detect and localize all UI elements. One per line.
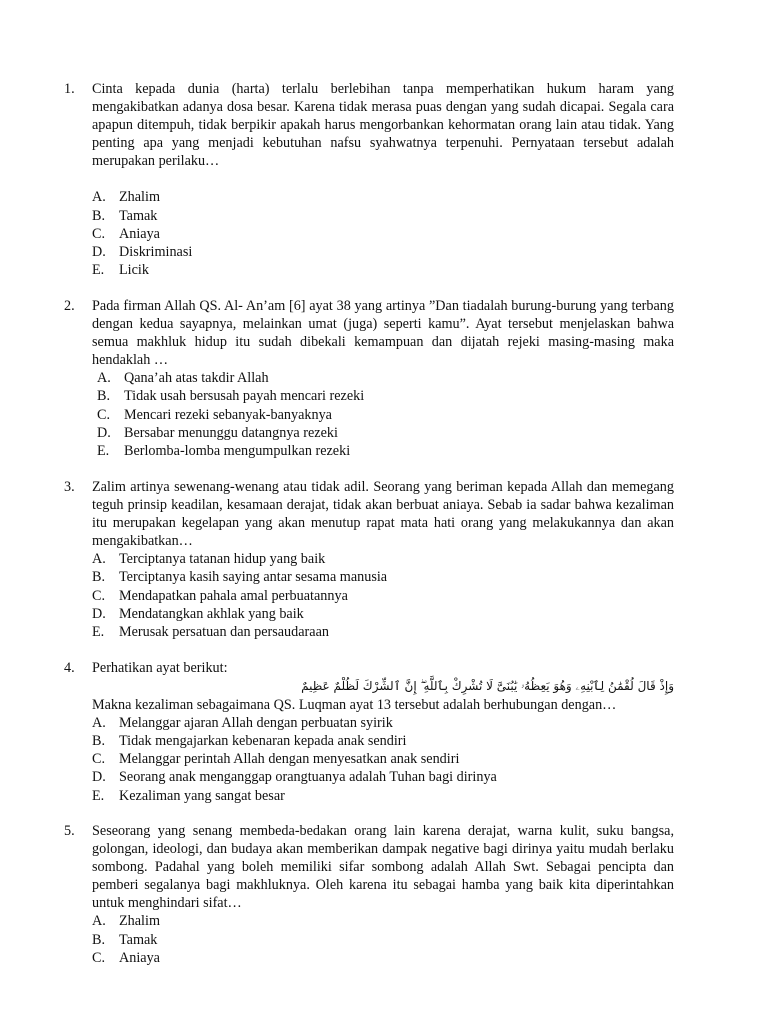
option-a bbox=[92, 550, 674, 568]
option-letter: D. bbox=[97, 424, 111, 441]
question-stem: Zalim artinya sewenang-wenang atau tidak adil. Seorang yang beriman kepada Allah dan memegang teguh prinsip keadilan, kesamaan derajat, tidak akan berbuat aniaya. Sebab ia sadar bahwa kezaliman itu merupakan kegelapan yang akan menutup rapat mata hati orang yang melakukannya dan akan mengakibatkan… bbox=[92, 479, 674, 550]
option-text: Tamak bbox=[119, 931, 158, 948]
option-e bbox=[97, 442, 674, 460]
option-text: Qana’ah atas takdir Allah bbox=[124, 370, 269, 387]
question-number: 1. bbox=[64, 81, 75, 97]
options-list bbox=[92, 369, 674, 459]
option-letter: B. bbox=[92, 207, 106, 224]
option-text: Terciptanya kasih saying antar sesama manusia bbox=[119, 569, 388, 586]
option-c bbox=[92, 587, 674, 605]
question-3 bbox=[64, 478, 674, 641]
option-letter: C. bbox=[92, 587, 106, 604]
option-letter: E. bbox=[92, 787, 105, 804]
option-text: Seorang anak menganggap orangtuanya adalah Tuhan bagi dirinya bbox=[119, 769, 497, 786]
option-letter: B. bbox=[97, 388, 111, 405]
option-e bbox=[92, 623, 674, 641]
option-b bbox=[97, 387, 674, 405]
question-stem: Makna kezaliman sebagaimana QS. Luqman ayat 13 tersebut adalah berhubungan dengan… bbox=[92, 697, 617, 714]
option-letter: D. bbox=[92, 605, 106, 622]
question-stem: Cinta kepada dunia (harta) terlalu berlebihan tanpa memperhatikan hukum haram yang mengakibatkan adanya dosa besar. Karena tidak merasa puas dengan yang sudah dicapai. Segala cara apapun ditempuh, tidak berpikir apakah harus mengorbankan kehormatan orang lain atau tidak. Yang penting apa yang menjadi kebutuhan nafsu syahwatnya terpenuhi. Pernyataan tersebut adalah merupakan perilaku… bbox=[92, 81, 674, 170]
arabic-verse: وَإِذْ قَالَ لُقْمَٰنُ لِٱبْنِهِۦ وَهُوَ يَعِظُهُۥ يَٰبُنَىَّ لَا تُشْرِكْ بِٱللَّهِ ۖ إِنَّ ٱلشِّرْكَ لَظُلْمٌ عَظِيمٌ bbox=[301, 679, 674, 694]
options-list bbox=[92, 714, 674, 804]
option-d bbox=[97, 424, 674, 442]
option-letter: C. bbox=[97, 406, 111, 423]
option-text: Mencari rezeki sebanyak-banyaknya bbox=[124, 406, 332, 423]
option-letter: A. bbox=[92, 189, 106, 206]
question-5 bbox=[64, 822, 674, 967]
question-4 bbox=[64, 659, 674, 805]
question-1 bbox=[64, 80, 674, 279]
options-list bbox=[92, 912, 674, 966]
option-text: Melanggar perintah Allah dengan menyesatkan anak sendiri bbox=[119, 751, 460, 768]
question-2 bbox=[64, 297, 674, 460]
option-letter: C. bbox=[92, 949, 106, 966]
option-letter: C. bbox=[92, 225, 106, 242]
option-letter: B. bbox=[92, 569, 106, 586]
option-c bbox=[92, 750, 674, 768]
option-b bbox=[92, 732, 674, 750]
question-number: 3. bbox=[64, 479, 75, 495]
option-text: Zhalim bbox=[119, 913, 160, 930]
option-d bbox=[92, 243, 674, 261]
option-letter: A. bbox=[92, 551, 106, 568]
option-text: Berlomba-lomba mengumpulkan rezeki bbox=[124, 442, 351, 459]
option-text: Diskriminasi bbox=[119, 243, 193, 260]
option-c bbox=[92, 949, 674, 967]
option-e bbox=[92, 261, 674, 279]
option-text: Melanggar ajaran Allah dengan perbuatan syirik bbox=[119, 715, 393, 732]
option-letter: A. bbox=[92, 913, 106, 930]
option-d bbox=[92, 605, 674, 623]
option-a bbox=[97, 369, 674, 387]
option-d bbox=[92, 768, 674, 786]
option-text: Merusak persatuan dan persaudaraan bbox=[119, 623, 329, 640]
question-number: 4. bbox=[64, 660, 75, 676]
option-text: Kezaliman yang sangat besar bbox=[119, 787, 285, 804]
question-stem: Seseorang yang senang membeda-bedakan orang lain karena derajat, warna kulit, suku bangsa, golongan, ideologi, dan budaya akan memberikan dampak negative bagi dirinya yaitu mudah berlaku sombong. Padahal yang boleh memiliki sifar sombong adalah Allah Swt. Sebagai pencipta dan pemberi segalanya bagi makhluknya. Oleh karena itu sebagai hamba yang baik kita diperintahkan untuk menghindari sifat… bbox=[92, 823, 674, 912]
option-text: Mendapatkan pahala amal perbuatannya bbox=[119, 587, 348, 604]
option-text: Tidak mengajarkan kebenaran kepada anak sendiri bbox=[119, 733, 407, 750]
option-e bbox=[92, 787, 674, 805]
option-c bbox=[92, 225, 674, 243]
option-text: Tamak bbox=[119, 207, 158, 224]
option-text: Bersabar menunggu datangnya rezeki bbox=[124, 424, 338, 441]
option-b bbox=[92, 931, 674, 949]
option-text: Aniaya bbox=[119, 949, 160, 966]
option-text: Zhalim bbox=[119, 189, 160, 206]
option-letter: B. bbox=[92, 931, 106, 948]
option-text: Aniaya bbox=[119, 225, 160, 242]
options-list bbox=[92, 550, 674, 640]
option-letter: E. bbox=[97, 442, 110, 459]
option-b bbox=[92, 568, 674, 586]
option-letter: E. bbox=[92, 623, 105, 640]
option-letter: A. bbox=[92, 715, 106, 732]
option-c bbox=[97, 406, 674, 424]
option-text: Terciptanya tatanan hidup yang baik bbox=[119, 551, 326, 568]
options-list bbox=[92, 188, 674, 278]
option-letter: C. bbox=[92, 751, 106, 768]
question-number: 5. bbox=[64, 823, 75, 839]
option-a bbox=[92, 188, 674, 206]
question-number: 2. bbox=[64, 298, 75, 314]
option-a bbox=[92, 714, 674, 732]
option-text: Licik bbox=[119, 261, 149, 278]
option-b bbox=[92, 207, 674, 225]
option-letter: D. bbox=[92, 769, 106, 786]
option-letter: E. bbox=[92, 261, 105, 278]
option-a bbox=[92, 912, 674, 930]
question-stem: Pada firman Allah QS. Al- An’am [6] ayat 38 yang artinya ”Dan tiadalah burung-burung yang terbang dengan kedua sayapnya, melainkan umat (juga) seperti kamu”. Ayat tersebut menjelaskan bahwa semua makhluk hidup itu sudah dibekali kemampuan dan dijatah rejeki masing-masing maka hendaklah … bbox=[92, 298, 674, 369]
question-intro: Perhatikan ayat berikut: bbox=[92, 660, 228, 676]
option-letter: B. bbox=[92, 733, 106, 750]
option-text: Tidak usah bersusah payah mencari rezeki bbox=[124, 388, 365, 405]
option-letter: D. bbox=[92, 243, 106, 260]
option-letter: A. bbox=[97, 370, 111, 387]
option-text: Mendatangkan akhlak yang baik bbox=[119, 605, 304, 622]
